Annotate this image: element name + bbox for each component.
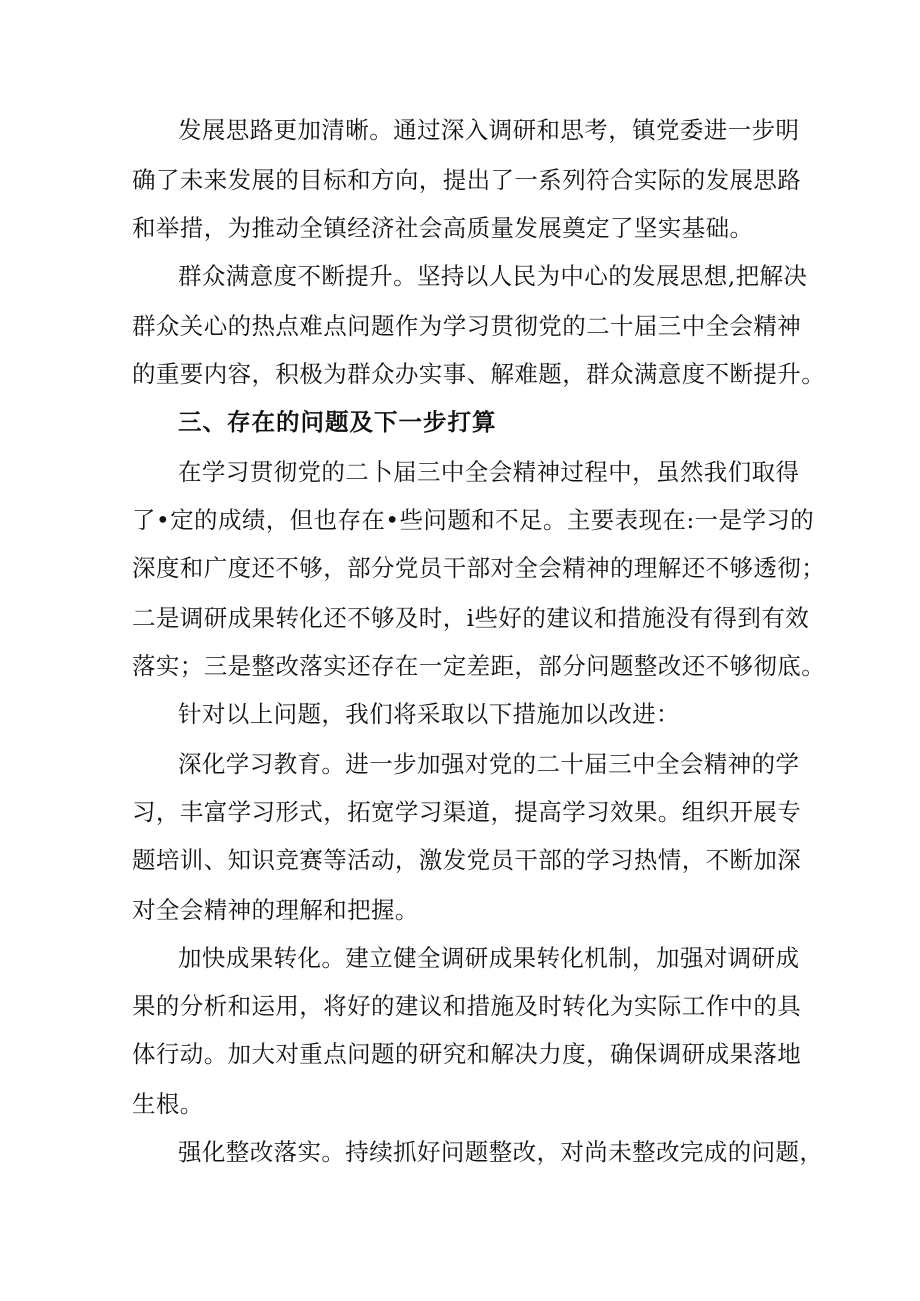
text-line: 加快成果转化。建立健全调研成果转化机制，加强对调研成 — [178, 944, 800, 972]
text-line: 生根。 — [132, 1090, 204, 1118]
text-line: 发展思路更加清晰。通过深入调研和思考，镇党委进一步明 — [178, 116, 800, 144]
text-line: 对全会精神的理解和把握。 — [132, 896, 419, 924]
text-line: 和举措，为推动全镇经济社会高质量发展奠定了坚实基础。 — [132, 214, 754, 242]
text-line: 群众关心的热点难点问题作为学习贯彻党的二十届三中全会精神 — [132, 312, 802, 340]
text-line: 体行动。加大对重点问题的研究和解决力度，确保调研成果落地 — [132, 1040, 802, 1068]
section-heading: 三、存在的问题及下一步打算 — [178, 408, 497, 436]
text-line: 果的分析和运用，将好的建议和措施及时转化为实际工作中的具 — [132, 992, 802, 1020]
text-line: 二是调研成果转化还不够及时，i些好的建议和措施没有得到有效 — [132, 604, 810, 632]
text-line: 在学习贯彻党的二卜届三中全会精神过程中，虽然我们取得 — [178, 458, 800, 486]
text-line: 落实；三是整改落实还存在一定差距，部分问题整改还不够彻底。 — [132, 652, 826, 680]
text-line: 习，丰富学习形式，拓宽学习渠道，提高学习效果。组织开展专 — [132, 798, 802, 826]
text-line: 强化整改落实。持续抓好问题整改，对尚未整改完成的问题， — [178, 1138, 824, 1166]
text-line: 群众满意度不断提升。坚持以人民为中心的发展思想,把解决 — [178, 262, 808, 290]
text-line: 确了未来发展的目标和方向，提出了一系列符合实际的发展思路 — [132, 166, 802, 194]
text-line: 针对以上问题，我们将采取以下措施加以改进： — [178, 700, 680, 728]
text-line: 的重要内容，积极为群众办实事、解难题，群众满意度不断提升。 — [132, 360, 826, 388]
text-line: 深度和广度还不够，部分党员干部对全会精神的理解还不够透彻； — [132, 554, 826, 582]
text-line: 了•定的成绩，但也存在•些问题和不足。主要表现在:一是学习的 — [132, 506, 815, 534]
text-line: 题培训、知识竞赛等活动，激发党员干部的学习热情，不断加深 — [132, 846, 802, 874]
text-line: 深化学习教育。进一步加强对党的二十届三中全会精神的学 — [178, 750, 800, 778]
